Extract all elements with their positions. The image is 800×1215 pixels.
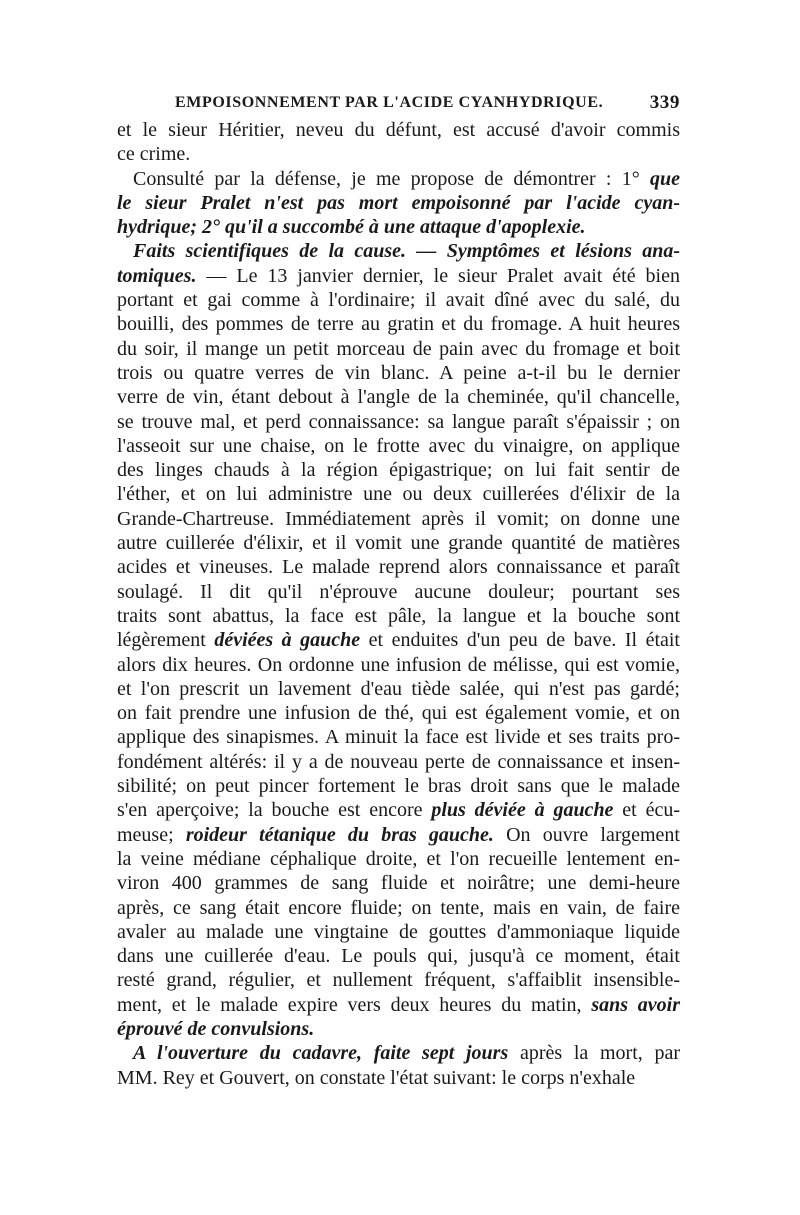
emphasis-run: hydrique; 2° qu'il a succombé à une attaque d'apoplexie.: [117, 216, 586, 239]
text-line: [117, 896, 680, 920]
text-line: [117, 677, 680, 701]
text-line: [117, 167, 680, 191]
text-line: [117, 531, 680, 555]
text-run: après, ce sang était encore fluide; on tente, mais en vain, de faire: [117, 896, 680, 919]
text-run: la veine médiane céphalique droite, et l'on recueille lentement en-: [117, 847, 680, 870]
text-line: [117, 750, 680, 774]
emphasis-run: roideur tétanique du bras gauche.: [185, 823, 494, 846]
text-line: [117, 871, 680, 895]
text-line: [117, 312, 680, 336]
text-line: [117, 361, 680, 385]
emphasis-run: que: [650, 167, 680, 190]
text-line: [117, 482, 680, 506]
text-line: [117, 264, 680, 288]
text-run: légèrement: [117, 629, 215, 652]
text-line: [117, 725, 680, 749]
text-run: verre de vin, étant debout à l'angle de la cheminée, qu'il chancelle,: [117, 386, 680, 409]
text-line: [117, 580, 680, 604]
text-run: avaler au malade une vingtaine de gouttes d'ammoniaque liquide: [117, 920, 680, 943]
text-run: bouilli, des pommes de terre au gratin et du fromage. A huit heures: [117, 313, 680, 336]
text-line: [117, 118, 680, 142]
text-run: On ouvre largement: [493, 823, 680, 846]
text-run: resté grand, régulier, et nullement fréquent, s'affaiblit insensible-: [117, 969, 680, 992]
text-run: sibilité; on peut pincer fortement le bras droit sans que le malade: [117, 775, 680, 798]
text-line: [117, 215, 680, 239]
text-line: [117, 604, 680, 628]
text-line: [117, 968, 680, 992]
book-page: [117, 92, 680, 1090]
emphasis-run: éprouvé de convulsions.: [117, 1017, 315, 1040]
text-line: [117, 920, 680, 944]
text-run: l'éther, et on lui administre une ou deux cuillerées d'élixir de la: [117, 483, 680, 506]
running-title: EMPOISONNEMENT PAR L'ACIDE CYANHYDRIQUE.: [175, 94, 604, 111]
text-line: [117, 458, 680, 482]
emphasis-run: Faits scientifiques de la cause. — Symptômes et lésions ana-: [133, 240, 680, 263]
page-header: [117, 92, 680, 118]
text-line: [117, 507, 680, 531]
text-line: [117, 653, 680, 677]
text-run: ment, et le malade expire vers deux heures du matin,: [117, 993, 592, 1016]
text-run: portant et gai comme à l'ordinaire; il avait dîné avec du salé, du: [117, 289, 680, 312]
text-line: [117, 191, 680, 215]
text-run: se trouve mal, et perd connaissance: sa langue paraît s'épaissir ; on: [117, 410, 680, 433]
text-run: acides et vineuses. Le malade reprend alors connaissance et paraît: [117, 556, 680, 579]
text-run: dans une cuillerée d'eau. Le pouls qui, jusqu'à ce moment, était: [117, 945, 680, 968]
text-line: [117, 555, 680, 579]
text-line: [117, 823, 680, 847]
page-number: 339: [649, 92, 680, 113]
text-run: après la mort, par: [508, 1042, 680, 1065]
text-run: du soir, il mange un petit morceau de pain avec du fromage et boit: [117, 337, 680, 360]
emphasis-run: A l'ouverture du cadavre, faite sept jours: [133, 1042, 509, 1065]
emphasis-run: le sieur Pralet n'est pas mort empoisonné par l'acide cyan-: [117, 191, 680, 214]
text-line: [117, 798, 680, 822]
text-line: [117, 142, 680, 166]
text-run: et l'on prescrit un lavement d'eau tiède salée, qui n'est pas gardé;: [117, 677, 680, 700]
text-run: applique des sinapismes. A minuit la face est livide et ses traits pro-: [117, 726, 680, 749]
text-line: [117, 701, 680, 725]
text-run: alors dix heures. On ordonne une infusion de mélisse, qui est vomie,: [117, 653, 680, 676]
text-line: [117, 1041, 680, 1065]
emphasis-run: sans avoir: [591, 993, 680, 1016]
text-line: [117, 385, 680, 409]
text-run: et enduites d'un peu de bave. Il était: [360, 629, 680, 652]
text-line: [117, 239, 680, 263]
text-run: viron 400 grammes de sang fluide et noirâtre; une demi-heure: [117, 872, 680, 895]
text-run: s'en aperçoive; la bouche est encore: [117, 799, 432, 822]
text-line: [117, 1066, 680, 1090]
emphasis-run: plus déviée à gauche: [431, 799, 614, 822]
text-line: [117, 628, 680, 652]
text-run: Consulté par la défense, je me propose de démontrer : 1°: [133, 167, 650, 190]
text-line: [117, 774, 680, 798]
text-run: autre cuillerée d'élixir, et il vomit une grande quantité de matières: [117, 532, 680, 555]
text-run: et le sieur Héritier, neveu du défunt, est accusé d'avoir commis: [117, 119, 680, 141]
emphasis-run: déviées à gauche: [214, 629, 361, 652]
text-run: meuse;: [117, 823, 186, 846]
text-run: on fait prendre une infusion de thé, qui est également vomie, et on: [117, 702, 680, 725]
text-run: et écu-: [613, 799, 681, 822]
text-run: des linges chauds à la région épigastrique; on lui fait sentir de: [117, 459, 680, 482]
text-run: soulagé. Il dit qu'il n'éprouve aucune douleur; pourtant ses: [117, 580, 680, 603]
text-run: Grande-Chartreuse. Immédiatement après il vomit; on donne une: [117, 507, 680, 530]
text-run: fondément altérés: il y a de nouveau perte de connaissance et insen-: [117, 750, 680, 773]
text-run: MM. Rey et Gouvert, on constate l'état suivant: le corps n'exhale: [117, 1066, 636, 1089]
text-line: [117, 410, 680, 434]
text-run: ce crime.: [117, 143, 191, 166]
text-line: [117, 288, 680, 312]
text-line: [117, 337, 680, 361]
text-run: — Le 13 janvier dernier, le sieur Pralet avait été bien: [196, 264, 680, 287]
text-line: [117, 1017, 680, 1041]
emphasis-run: tomiques.: [117, 264, 197, 287]
text-run: l'asseoit sur une chaise, on le frotte avec du vinaigre, on applique: [117, 434, 680, 457]
text-run: trois ou quatre verres de vin blanc. A peine a-t-il bu le dernier: [117, 361, 680, 384]
text-line: [117, 847, 680, 871]
text-line: [117, 944, 680, 968]
body-text: [117, 118, 680, 1090]
text-run: traits sont abattus, la face est pâle, la langue et la bouche sont: [117, 604, 680, 627]
text-line: [117, 993, 680, 1017]
text-line: [117, 434, 680, 458]
